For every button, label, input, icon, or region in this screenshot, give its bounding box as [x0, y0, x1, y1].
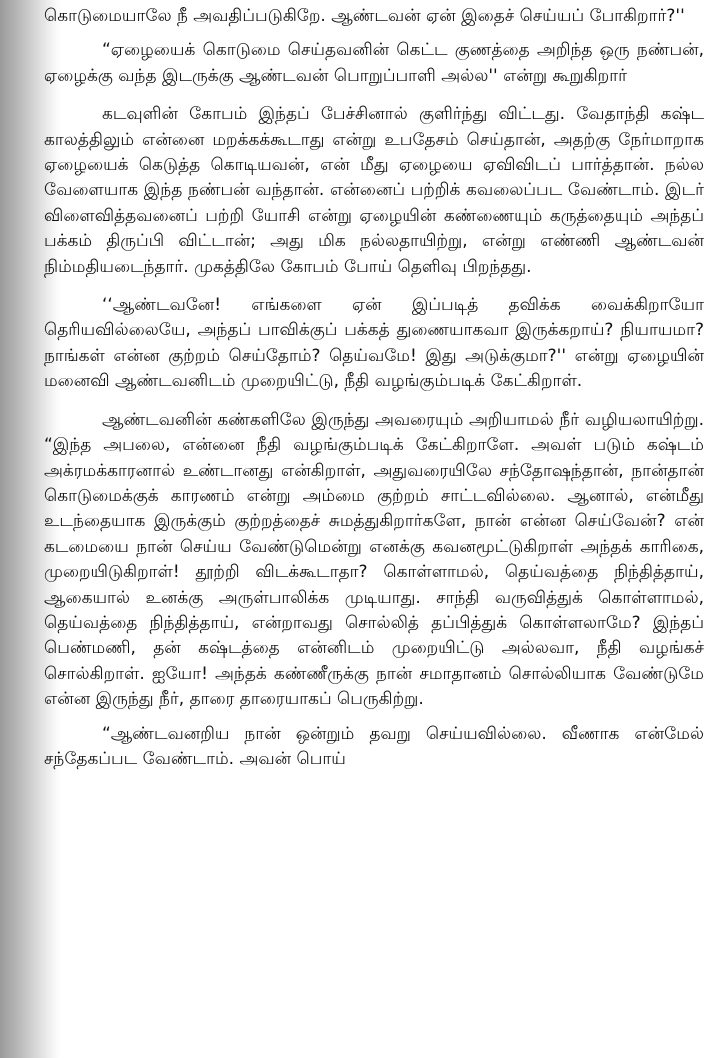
- paragraph-1: கொடுமையாலே நீ அவதிப்படுகிறே. ஆண்டவன் ஏன் இதைச் செய்யப் போகிறார்?'': [44, 6, 685, 26]
- paragraph-2: “ஏழையைக் கொடுமை செய்தவனின் கெட்ட குணத்தை அறிந்த ஒரு நண்பன், ஏழைக்கு வந்த இடருக்கு ஆண்டவன் பொறுப்பாளி அல்ல'' என்று கூறுகிறார்: [44, 40, 704, 86]
- paragraph-6: “ஆண்டவனறிய நான் ஒன்றும் தவறு செய்யவில்லை. வீணாக என்மேல் சந்தேகப்பட வேண்டாம். அவன் பொய்: [44, 723, 704, 769]
- book-page: [44, 4, 704, 1054]
- paragraph-3: கடவுளின் கோபம் இந்தப் பேச்சினால் குளிர்ந்து விட்டது. வேதாந்தி கஷ்ட காலத்திலும் என்னை மறக்கக்கூடாது என்று உபதேசம் செய்தான், அதற்கு நேர்மாறாக ஏழையைக் கெடுத்த கொடியவன், என் மீது ஏழையை ஏவிவிடப் பார்த்தான். நல்ல வேளையாக இந்த நண்பன் வந்தான். என்னைப் பற்றிக் கவலைப்பட வேண்டாம். இடர் விளைவித்தவனைப் பற்றி யோசி என்று ஏழையின் கண்ணையும் கருத்தையும் அந்தப் பக்கம் திருப்பி விட்டான்; அது மிக நல்லதாயிற்று, என்று எண்ணி ஆண்டவன் நிம்மதியடைந்தார். முகத்திலே கோபம் போய் தெளிவு பிறந்தது.: [44, 104, 704, 277]
- paragraph-4: ‘‘ஆண்டவனே! எங்களை ஏன் இப்படித் தவிக்க வைக்கிறாயோ தெரியவில்லையே, அந்தப் பாவிக்குப் பக்கத் துணையாகவா இருக்கறாய்? நியாயமா? நாங்கள் என்ன குற்றம் செய்தோம்? தெய்வமே! இது அடுக்குமா?'' என்று ஏழையின் மனைவி ஆண்டவனிடம் முறையிட்டு, நீதி வழங்கும்படிக் கேட்கிறாள்.: [44, 295, 704, 392]
- paragraph-5: ஆண்டவனின் கண்களிலே இருந்து அவரையும் அறியாமல் நீர் வழியலாயிற்று. “இந்த அபலை, என்னை நீதி வழங்கும்படிக் கேட்கிறாளே. அவள் படும் கஷ்டம் அக்ரமக்காரனால் உண்டானது என்கிறாள், அதுவரையிலே சந்தோஷந்தான், நான்தான் கொடுமைக்குக் காரணம் என்று அம்மை குற்றம் சாட்டவில்லை. ஆனால், என்மீது உடந்தையாக இருக்கும் குற்றத்தைச் சுமத்துகிறார்களே, நான் என்ன செய்வேன்? என் கடமையை நான் செய்ய வேண்டுமென்று எனக்கு கவனமூட்டுகிறாள் அந்தக் காரிகை, முறையிடுகிறாள்! தூற்றி விடக்கூடாதா? கொள்ளாமல், தெய்வத்தை நிந்தித்தாய், ஆகையால் உனக்கு அருள்பாலிக்க முடியாது. சாந்தி வருவித்துக் கொள்ளாமல், தெய்வத்தை நிந்தித்தாய், என்றாவது சொல்லித் தப்பித்துக் கொள்ளலாமே? இந்தப் பெண்மணி, தன் கஷ்டத்தை என்னிடம் முறையிட்டு அல்லவா, நீதி வழங்கச் சொல்கிறாள். ஐயோ! அந்தக் கண்ணீருக்கு நான் சமாதானம் சொல்லியாக வேண்டுமே என்ன இருந்து நீர், தாரை தாரையாகப் பெருகிற்று.: [44, 409, 704, 710]
